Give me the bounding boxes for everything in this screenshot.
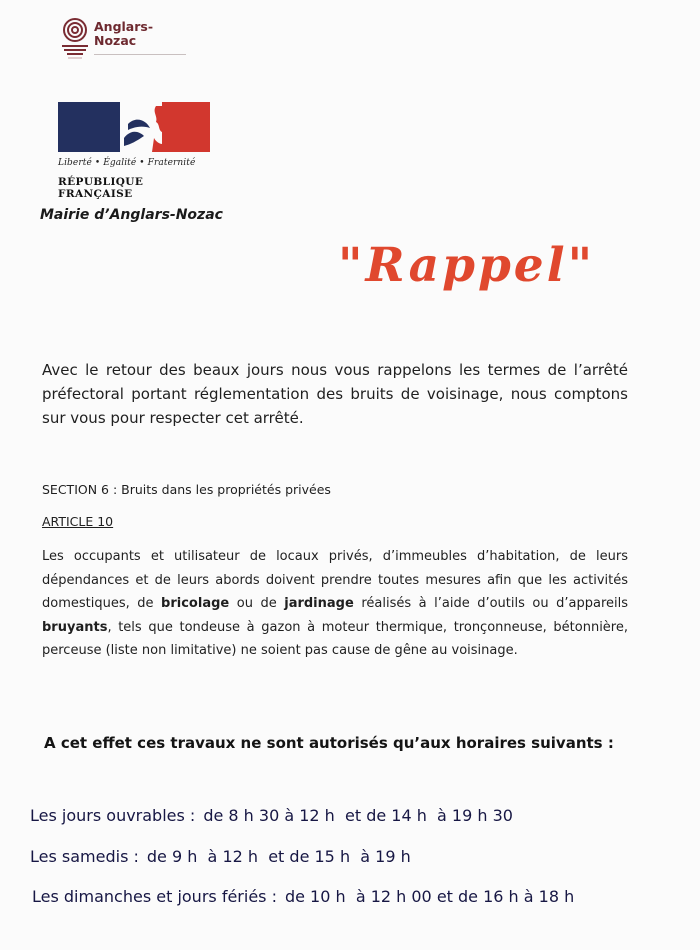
- article-text-part: , tels que tondeuse à gazon à moteur thermique, tronçonneuse, bétonnière, perceuse (liste non limitative) ne soient pas cause de gêne au voisinage.: [42, 619, 628, 658]
- schedule-hours: de 10 h à 12 h 00 et de 16 h à 18 h: [284, 887, 575, 906]
- republic-francaise-logo: [58, 100, 218, 200]
- schedule-label: Les dimanches et jours fériés :: [32, 887, 277, 906]
- bold-jardinage: jardinage: [284, 596, 354, 611]
- article-text-part: réalisés à l’aide d’outils ou d’appareils: [353, 596, 628, 611]
- intro-paragraph: Avec le retour des beaux jours nous vous rappelons les termes de l’arrêté préfectoral portant réglementation des bruits de voisinage, nous comptons sur vous pour respecter cet arrêté.: [42, 361, 628, 427]
- article-text-part: ou de: [229, 596, 285, 611]
- mairie-name: Mairie d’Anglars-Nozac: [40, 207, 223, 223]
- article-paragraph: [42, 545, 628, 663]
- logo-divider: [94, 54, 186, 55]
- concentric-circles-logo-icon: [58, 14, 92, 60]
- section-heading: SECTION 6 : Bruits dans les propriétés privées: [42, 482, 331, 497]
- schedule-hours: de 8 h 30 à 12 h et de 14 h à 19 h 30: [203, 806, 513, 825]
- page-title: "Rappel": [338, 238, 596, 293]
- municipality-logo-text: Anglars- Nozac: [94, 19, 154, 48]
- marianne-flag-logo-icon: [58, 100, 212, 154]
- republic-motto: Liberté • Égalité • Fraternité: [58, 158, 196, 168]
- municipality-logo: [58, 14, 198, 66]
- hours-notice: A cet effet ces travaux ne sont autorisés qu’aux horaires suivants :: [44, 734, 614, 752]
- article-text-part: Les occupants et utilisateur de locaux privés, d’immeubles d’habitation, de leurs dépendances et de leurs abords doivent prendre toutes mesures afin que les activités domestiques, de: [42, 549, 628, 611]
- schedule-saturdays: [30, 847, 411, 866]
- schedule-sundays: [32, 887, 574, 906]
- article-heading: ARTICLE 10: [42, 514, 114, 529]
- republic-name: RÉPUBLIQUE FRANÇAISE: [58, 176, 144, 200]
- schedule-label: Les jours ouvrables :: [30, 806, 196, 825]
- schedule-weekdays: [30, 806, 513, 825]
- schedule-label: Les samedis :: [30, 847, 139, 866]
- bold-bricolage: bricolage: [161, 596, 230, 611]
- schedule-hours: de 9 h à 12 h et de 15 h à 19 h: [146, 847, 411, 866]
- bold-bruyants: bruyants: [42, 619, 108, 635]
